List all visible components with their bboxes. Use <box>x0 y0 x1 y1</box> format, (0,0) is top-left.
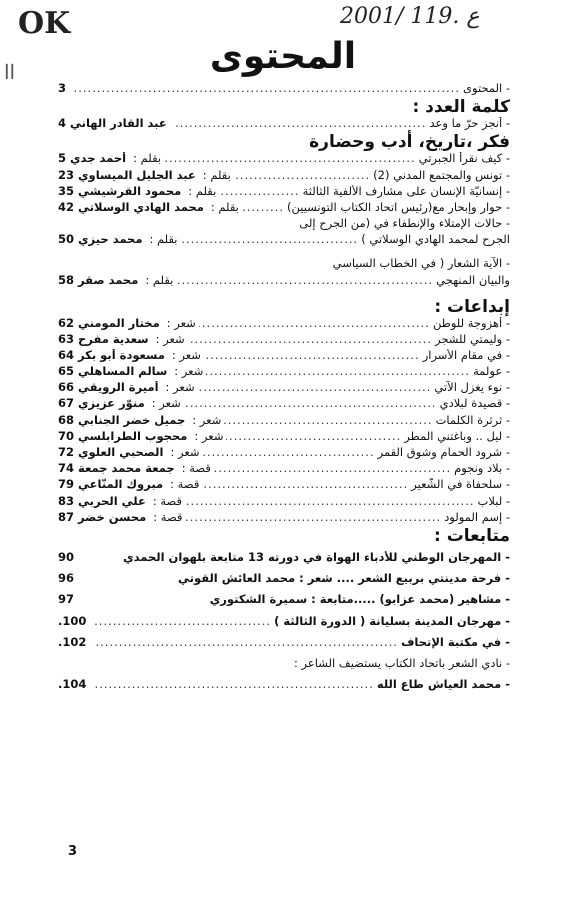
toc-entry-page: 66 <box>58 381 75 395</box>
toc-entry-byline <box>78 349 201 362</box>
toc-entry <box>58 82 510 98</box>
toc-entry-page: 70 <box>58 429 75 443</box>
toc-entry-byline <box>78 365 203 378</box>
toc-entry-byline <box>78 169 231 182</box>
toc-entry <box>58 414 510 430</box>
toc-entry-author: مختار المومني <box>78 316 160 330</box>
toc-entry-author: جمعة محمد جمعة <box>78 462 175 476</box>
toc-entry-page: 72 <box>58 446 75 459</box>
handwritten-ok-mark: OK <box>18 6 71 41</box>
dot-leader <box>93 678 373 691</box>
dot-leader <box>93 636 398 649</box>
toc-entry-title: - سلحفاة في الشّعير <box>411 478 510 492</box>
toc-entry-page: 87 <box>58 510 75 524</box>
toc-entry-byline <box>78 478 199 491</box>
dot-leader <box>185 495 475 508</box>
toc-entry-page: 42 <box>58 200 75 214</box>
toc-entry-page: 62 <box>58 316 75 330</box>
toc-entry-byline <box>78 201 239 214</box>
dot-leader <box>234 169 370 182</box>
toc-entry-title: - نادي الشعر باتحاد الكتاب يستضيف الشاعر : <box>293 656 510 670</box>
toc-entry <box>58 169 510 185</box>
toc-entry <box>58 495 510 511</box>
toc-entry-title: والبيان المنهجي <box>436 273 510 287</box>
toc-entry-author: عبد الجليل الميساوي <box>78 168 196 182</box>
toc-entry-page: 5 <box>58 152 67 166</box>
toc-entry-byline <box>78 233 177 246</box>
toc-entry-byline <box>78 495 182 508</box>
toc-entry-genre: قصة : <box>153 510 183 524</box>
toc-entry-author: عبد القادر الهاني <box>70 117 167 131</box>
toc-entry <box>58 397 510 413</box>
toc-entry <box>58 333 510 349</box>
toc-entry-page: 63 <box>58 332 75 346</box>
toc-entry-genre: بقلم : <box>188 184 217 198</box>
toc-entry-title: - في مكتبة الإتحاف <box>401 635 510 649</box>
page-title: المحتوى <box>209 36 357 77</box>
toc-entry-genre: شعر : <box>165 381 195 395</box>
toc-entry-byline <box>78 381 195 394</box>
toc-entry-byline <box>78 511 182 524</box>
toc-entry <box>58 478 510 494</box>
toc-entry-author: علي الحربي <box>78 494 146 508</box>
section-heading: متابعات : <box>433 525 510 546</box>
dot-leader <box>73 82 460 95</box>
table-of-contents <box>58 82 510 694</box>
toc-entry-page: 23 <box>58 168 75 182</box>
toc-entry <box>58 349 510 365</box>
dot-leader <box>203 446 375 459</box>
toc-entry-genre: بقلم : <box>202 168 231 182</box>
toc-entry-author: محسن خضر <box>78 510 147 524</box>
toc-entry-byline <box>78 414 221 427</box>
toc-entry-page: 83 <box>58 494 75 508</box>
toc-entry <box>58 217 510 233</box>
toc-entry <box>58 117 510 133</box>
dot-leader <box>188 333 432 346</box>
toc-entry-page: 104. <box>58 678 87 692</box>
dot-leader <box>242 201 284 214</box>
toc-entry <box>58 233 510 257</box>
toc-entry-genre: قصة : <box>170 478 200 492</box>
toc-entry-title: - ليل .. وباغتني المطر <box>404 429 510 443</box>
toc-entry-byline <box>78 446 199 459</box>
dot-leader <box>198 381 432 394</box>
dot-leader <box>204 349 420 362</box>
toc-entry-author: محجوب الطرابلسي <box>78 429 188 443</box>
dot-leader <box>214 462 451 475</box>
toc-entry <box>58 446 510 462</box>
toc-entry-title: - ثرثرة الكلمات <box>435 413 510 427</box>
toc-entry-title: - المهرجان الوطني للأدباء الهواة في دورته 13 متابعة بلهوان الحمدي <box>123 550 510 564</box>
dot-leader <box>219 185 299 198</box>
toc-entry-genre: شعر : <box>170 446 200 459</box>
toc-entry-genre: بقلم : <box>145 273 174 287</box>
toc-entry-page: 4 <box>58 117 67 131</box>
dot-leader <box>164 152 416 165</box>
toc-entry-title: - لبلاب <box>477 494 510 508</box>
toc-entry-author: جميل خضر الجنابي <box>78 413 186 427</box>
toc-entry-byline <box>78 274 173 287</box>
toc-entry <box>58 201 510 217</box>
toc-entry-title: - تونس والمجتمع المدني (2) <box>373 168 510 182</box>
toc-entry-author: محمد صقر <box>78 273 139 287</box>
toc-entry-page: 97 <box>58 593 75 607</box>
toc-entry-author: منوّر عزيزي <box>78 397 145 411</box>
toc-entry-byline <box>70 152 161 165</box>
dot-leader <box>206 365 470 378</box>
toc-entry <box>58 257 510 273</box>
toc-entry-genre: شعر : <box>151 397 181 411</box>
toc-entry-genre: شعر : <box>192 413 222 427</box>
toc-entry <box>58 636 510 652</box>
toc-entry-title: - محمد العياش طاع الله <box>376 678 510 692</box>
toc-entry-title: - الآية الشعار ( في الخطاب السياسي <box>332 257 510 271</box>
toc-entry-genre: بقلم : <box>149 233 178 247</box>
toc-entry-title: - حالات الإمتلاء والإنطفاء في (من الجرح إلى <box>299 217 510 231</box>
dot-leader <box>176 274 433 287</box>
toc-entry-page: 79 <box>58 478 75 492</box>
toc-entry-title: - المحتوى <box>463 82 510 95</box>
toc-entry-title: - مهرجان المدينة بسليانة ( الدورة الثالثة ) <box>274 614 510 628</box>
toc-entry <box>58 462 510 478</box>
dot-leader <box>173 117 427 130</box>
toc-entry-title: - في مقام الأسرار <box>422 348 510 362</box>
dot-leader <box>180 233 358 246</box>
section-heading: كلمة العدد : <box>412 97 510 118</box>
toc-entry-author: مسعودة أبو بكر <box>78 348 165 362</box>
toc-entry <box>58 551 510 567</box>
toc-entry-page: 68 <box>58 413 75 427</box>
toc-entry-page: 64 <box>58 348 75 362</box>
toc-entry-page: 90 <box>58 550 75 564</box>
toc-entry-author: محمود القرشيشي <box>78 184 182 198</box>
toc-entry <box>58 657 510 673</box>
toc-entry-author: مبروك المنّاعي <box>78 478 164 492</box>
toc-entry-byline <box>78 397 181 410</box>
toc-entry <box>58 511 510 527</box>
toc-entry-byline <box>78 317 196 330</box>
toc-entry-genre: شعر : <box>174 365 204 379</box>
section-heading: إبداعات : <box>434 296 510 317</box>
toc-entry-page: 58 <box>58 273 75 287</box>
toc-entry-byline <box>78 333 185 346</box>
toc-entry-genre: شعر : <box>155 332 185 346</box>
toc-entry-genre: شعر : <box>194 429 224 443</box>
toc-entry-byline <box>78 430 223 443</box>
toc-entry-author: سعدية مفرح <box>78 332 149 346</box>
dot-leader <box>224 414 432 427</box>
dot-leader <box>185 511 441 524</box>
toc-entry-byline <box>70 117 170 130</box>
page-number: 3 <box>68 844 78 859</box>
toc-entry-author: الصحبي العلوي <box>78 446 164 459</box>
toc-entry <box>58 593 510 609</box>
toc-entry <box>58 317 510 333</box>
toc-entry-title: - أهزوجة للوطن <box>432 316 510 330</box>
toc-entry-title: - بلاد ونجوم <box>454 462 510 476</box>
toc-entry-page: 65 <box>58 365 75 379</box>
toc-entry-genre: شعر : <box>166 316 196 330</box>
toc-entry <box>58 678 510 694</box>
dot-leader <box>202 478 408 491</box>
toc-entry-title: - نوء يغزل الآتي <box>434 381 510 395</box>
toc-entry-page: 96 <box>58 572 75 586</box>
toc-entry-page: 35 <box>58 184 75 198</box>
margin-mark: اا <box>4 60 16 84</box>
toc-entry <box>58 430 510 446</box>
toc-entry-title: - شرود الحمام وشوق القمر <box>377 446 510 459</box>
toc-entry-byline <box>78 462 211 475</box>
toc-entry <box>58 274 510 298</box>
dot-leader <box>199 317 430 330</box>
toc-entry <box>58 365 510 381</box>
toc-entry-genre: قصة : <box>152 494 183 508</box>
toc-entry-title: - فرحة مدينتي بربيع الشعر .... شعر : محمد العائش القوتي <box>178 572 510 586</box>
toc-entry <box>58 152 510 168</box>
toc-entry-author: محمد حيزي <box>78 233 143 247</box>
toc-entry-page: 50 <box>58 233 75 247</box>
toc-entry-genre: قصة : <box>181 462 211 476</box>
toc-entry-title: - عولمة <box>473 365 510 379</box>
toc-entry <box>58 572 510 588</box>
toc-entry <box>58 381 510 397</box>
toc-entry-title: - حوار وإبحار مع(رئيس اتحاد الكتاب التونسيين) <box>286 200 510 214</box>
toc-entry-title: - كيف نقرأ الجبرتي <box>418 152 510 166</box>
toc-entry-page: 74 <box>58 462 75 476</box>
toc-entry-title: - قصيدة لبلادي <box>439 397 510 411</box>
toc-entry-title: الجرح لمحمد الهادي الوسلاتي ) <box>361 233 510 247</box>
toc-entry-title: - أنجز حرّ ما وعد <box>429 117 510 131</box>
section-heading: فكر ،تاريخ، أدب وحضارة <box>309 132 510 153</box>
toc-entry-title: - إنسانيّة الإنسان على مشارف الألفية الثالثة <box>302 184 510 198</box>
toc-entry-page: 102. <box>58 635 87 649</box>
toc-entry-title: - مشاهير (محمد عزابو) .....متابعة : سميرة الشكتوري <box>209 593 510 607</box>
toc-entry <box>58 185 510 201</box>
toc-entry-page: 67 <box>58 397 75 411</box>
toc-entry-author: سالم المساهلي <box>78 365 168 379</box>
toc-entry-title: - إسم المولود <box>444 510 510 524</box>
handwritten-catalog-number: 2001/ 119. ع <box>340 4 480 29</box>
dot-leader <box>226 430 401 443</box>
toc-entry-page: 100. <box>58 614 87 628</box>
toc-entry-author: محمد الهادي الوسلاتي <box>78 200 204 214</box>
dot-leader <box>93 615 271 628</box>
toc-entry-genre: بقلم : <box>210 200 239 214</box>
toc-entry-genre: شعر : <box>171 348 201 362</box>
toc-entry <box>58 615 510 631</box>
toc-entry-author: أميرة الرويقي <box>78 381 159 395</box>
toc-entry-genre: بقلم : <box>133 152 162 166</box>
toc-entry-author: أحمد جدي <box>70 152 127 166</box>
toc-entry-title: - وليمتي للشجر <box>434 332 510 346</box>
toc-entry-byline <box>78 185 216 198</box>
dot-leader <box>184 397 437 410</box>
toc-entry-page: 3 <box>58 82 67 95</box>
